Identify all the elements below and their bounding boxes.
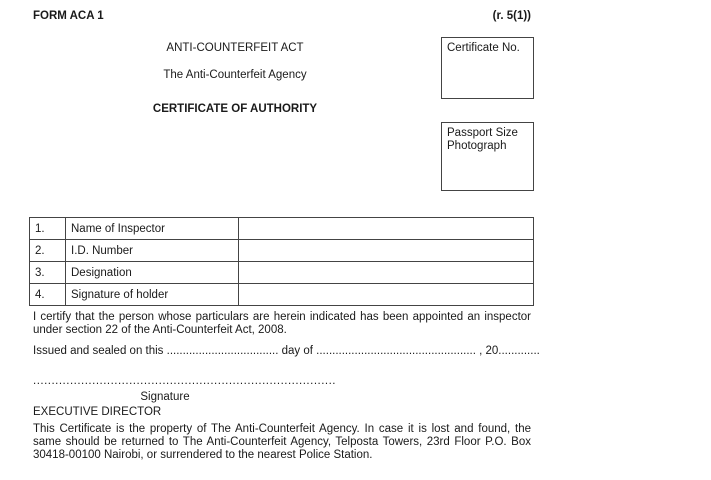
field-label: Signature of holder: [66, 284, 239, 306]
designation-field[interactable]: [239, 262, 534, 284]
table-row: [30, 262, 534, 284]
agency-name: The Anti-Counterfeit Agency: [163, 69, 307, 81]
row-number: 4.: [30, 284, 66, 306]
certificate-number-label: Certificate No.: [447, 42, 520, 54]
certificate-title: CERTIFICATE OF AUTHORITY: [152, 103, 318, 115]
passport-photo-box[interactable]: [441, 122, 534, 191]
certificate-number-box[interactable]: [441, 37, 534, 99]
photo-label-line2: Photograph: [447, 140, 507, 152]
signature-line: ..................................................................................: [33, 375, 336, 387]
particulars-table: [29, 217, 534, 306]
table-row: [30, 284, 534, 306]
inspector-name-field[interactable]: [239, 218, 534, 240]
property-notice: This Certificate is the property of The Anti-Counterfeit Agency. In case it is lost and found, the same should be returned to The Anti-Counterfeit Agency, Telposta Towers, 23rd Floor P.O. Box 30418-00100 Nairobi, or surrendered to the nearest Police Station.: [33, 423, 531, 461]
field-label: Name of Inspector: [66, 218, 239, 240]
field-label: I.D. Number: [66, 240, 239, 262]
id-number-field[interactable]: [239, 240, 534, 262]
field-label: Designation: [66, 262, 239, 284]
table-row: [30, 240, 534, 262]
table-row: [30, 218, 534, 240]
holder-signature-field[interactable]: [239, 284, 534, 306]
row-number: 3.: [30, 262, 66, 284]
row-number: 2.: [30, 240, 66, 262]
signature-label: Signature: [140, 391, 190, 403]
rule-reference: (r. 5(1)): [492, 10, 531, 22]
signatory-title: EXECUTIVE DIRECTOR: [33, 406, 162, 418]
row-number: 1.: [30, 218, 66, 240]
act-title: ANTI-COUNTERFEIT ACT: [166, 42, 304, 54]
form-number: FORM ACA 1: [33, 10, 104, 22]
certification-statement: I certify that the person whose particulars are herein indicated has been appointed an inspector under section 22 of the Anti-Counterfeit Act, 2008.: [33, 311, 531, 336]
issued-sealed-line: Issued and sealed on this ................................... day of .................................................. , 20.............: [33, 345, 540, 357]
photo-label-line1: Passport Size: [447, 127, 518, 139]
